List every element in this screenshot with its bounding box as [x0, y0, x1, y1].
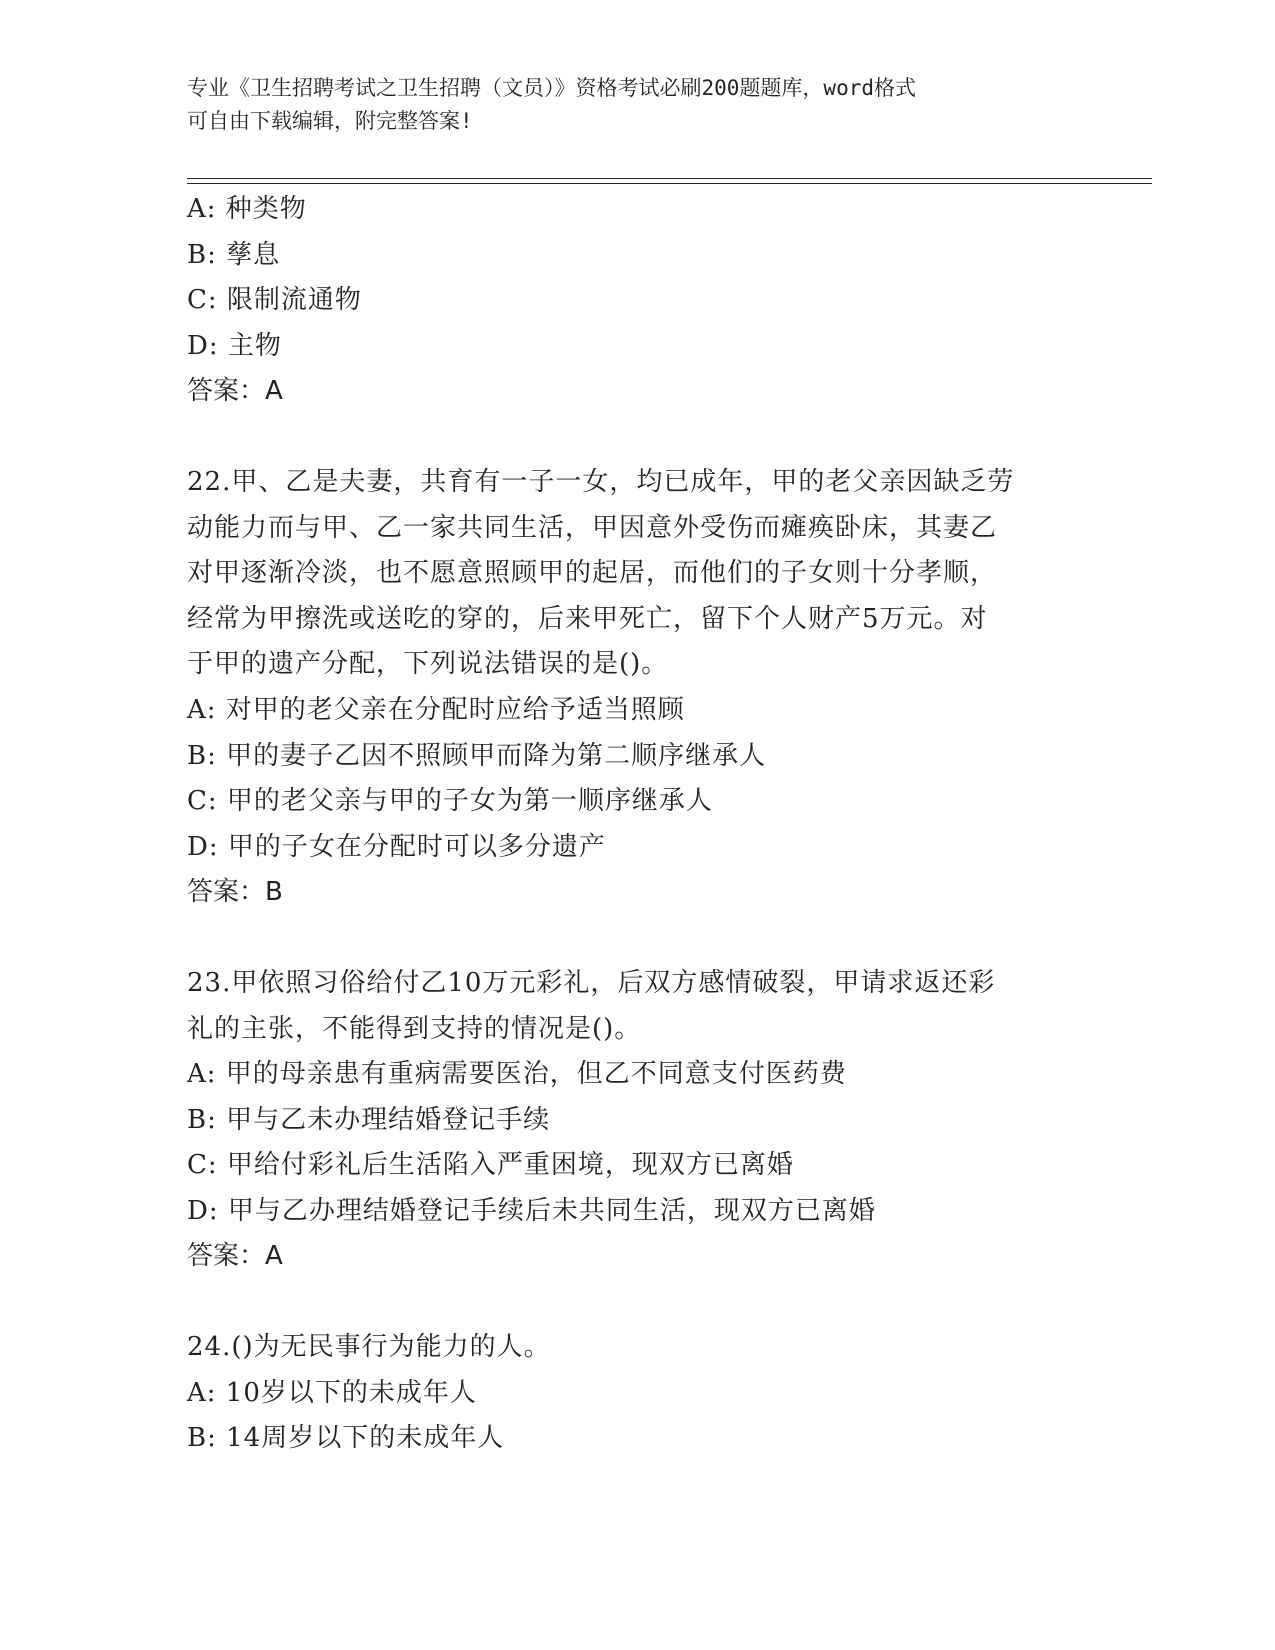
question-stem — [187, 961, 1087, 1052]
header-divider-bottom — [187, 183, 1152, 184]
answer: 答案：A — [187, 376, 283, 407]
question-list — [187, 187, 1087, 1462]
header-divider-top — [187, 178, 1152, 179]
option-a: A: 10岁以下的未成年人 — [187, 1377, 477, 1408]
document-header — [187, 72, 1067, 138]
question-22 — [187, 460, 1087, 916]
answer: 答案：B — [187, 877, 283, 908]
stem-line: 礼的主张，不能得到支持的情况是()。 — [187, 1013, 642, 1044]
option-a: A: 种类物 — [187, 194, 307, 224]
option-b: B: 孳息 — [187, 239, 281, 270]
option-d: D: 甲与乙办理结婚登记手续后未共同生活，现双方已离婚 — [187, 1195, 876, 1226]
option-d: D: 主物 — [187, 330, 282, 361]
stem-line: 对甲逐渐冷淡，也不愿意照顾甲的起居，而他们的子女则十分孝顺， — [187, 558, 998, 589]
question-stem — [187, 460, 1087, 688]
stem-line: 于甲的遗产分配，下列说法错误的是()。 — [187, 649, 669, 680]
option-c: C: 甲的老父亲与甲的子女为第一顺序继承人 — [187, 786, 713, 817]
option-b: B: 甲与乙未办理结婚登记手续 — [187, 1104, 551, 1135]
answer: 答案：A — [187, 1241, 283, 1272]
question-23 — [187, 961, 1087, 1280]
option-b: B: 14周岁以下的未成年人 — [187, 1423, 505, 1454]
stem-line: 动能力而与甲、乙一家共同生活，甲因意外受伤而瘫痪卧床，其妻乙 — [187, 512, 998, 543]
stem-line: 24.()为无民事行为能力的人。 — [187, 1332, 551, 1363]
option-a: A: 对甲的老父亲在分配时应给予适当照顾 — [187, 694, 685, 725]
option-b: B: 甲的妻子乙因不照顾甲而降为第二顺序继承人 — [187, 740, 767, 771]
question-21 — [187, 187, 1087, 415]
question-stem — [187, 1325, 1087, 1371]
option-a: A: 甲的母亲患有重病需要医治，但乙不同意支付医药费 — [187, 1059, 847, 1090]
stem-line: 经常为甲擦洗或送吃的穿的，后来甲死亡，留下个人财产5万元。对 — [187, 603, 988, 634]
header-line-2: 可自由下载编辑，附完整答案! — [187, 109, 473, 133]
stem-line: 23.甲依照习俗给付乙10万元彩礼，后双方感情破裂，甲请求返还彩 — [187, 967, 996, 998]
stem-line: 22.甲、乙是夫妻，共育有一子一女，均已成年，甲的老父亲因缺乏劳 — [187, 466, 1015, 497]
option-d: D: 甲的子女在分配时可以多分遗产 — [187, 831, 606, 862]
option-c: C: 限制流通物 — [187, 285, 362, 316]
option-c: C: 甲给付彩礼后生活陷入严重困境，现双方已离婚 — [187, 1150, 794, 1181]
header-line-1: 专业《卫生招聘考试之卫生招聘（文员）》资格考试必刷200题题库，word格式 — [187, 76, 916, 100]
question-24 — [187, 1325, 1087, 1462]
